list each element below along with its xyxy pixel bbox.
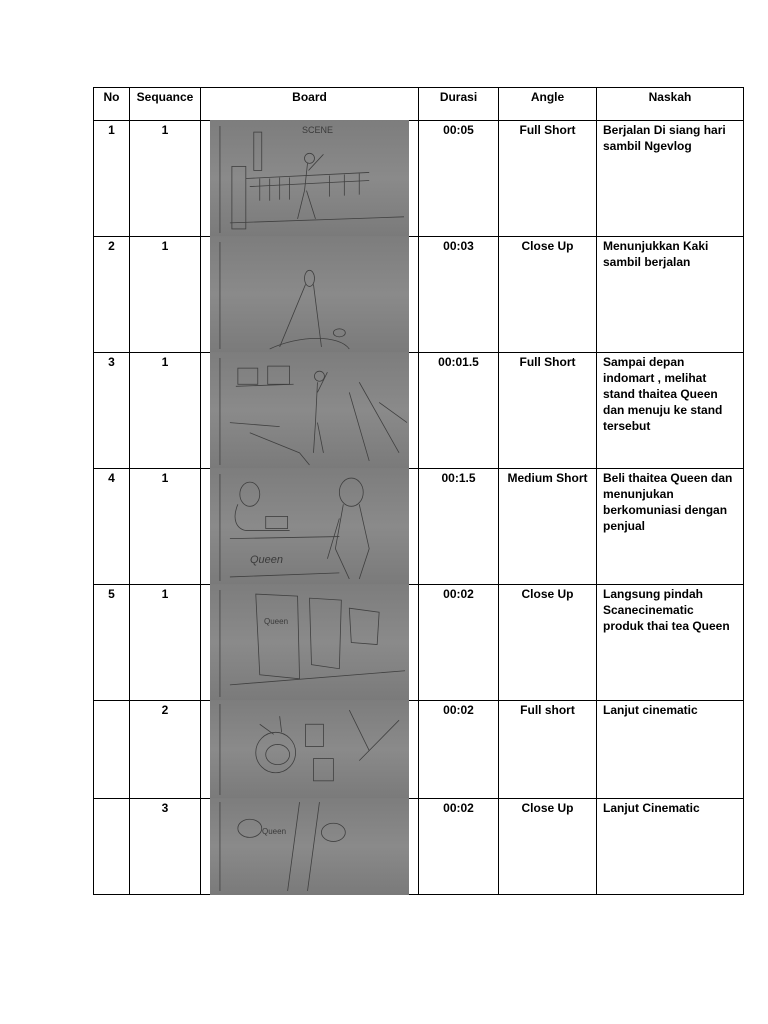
cell-board [201,469,419,585]
table-row [94,701,744,799]
cell-sequence: 1 [130,121,201,237]
cell-board [201,121,419,237]
storyboard-sketch [210,700,409,799]
table-row [94,237,744,353]
cell-script: Menunjukkan Kaki sambil berjalan [597,237,744,353]
storyboard-sketch [210,584,409,701]
header-board: Board [201,88,419,121]
cell-duration: 00:02 [419,701,499,799]
cell-duration: 00:01.5 [419,353,499,469]
cell-angle: Close Up [499,585,597,701]
cell-sequence: 1 [130,585,201,701]
cell-angle: Full Short [499,121,597,237]
header-no: No [94,88,130,121]
board-brand-label: Queen [250,554,284,566]
cell-script: Beli thaitea Queen dan menunjukan berkomuniasi dengan penjual [597,469,744,585]
table-row [94,353,744,469]
storyboard-sketch [210,352,409,469]
cell-sequence: 1 [130,469,201,585]
cell-sequence: 3 [130,799,201,895]
board-scene-label: SCENE [302,125,334,135]
board-brand-label: Queen [264,617,289,626]
cell-angle: Full short [499,701,597,799]
cell-sequence: 1 [130,353,201,469]
cell-board [201,799,419,895]
cell-angle: Full Short [499,353,597,469]
header-duration: Durasi [419,88,499,121]
table-row [94,799,744,895]
cell-no: 4 [94,469,130,585]
board-brand-label: Queen [262,827,287,836]
cell-duration: 00:03 [419,237,499,353]
cell-no [94,799,130,895]
cell-no: 2 [94,237,130,353]
cell-script: Lanjut cinematic [597,701,744,799]
table-row [94,469,744,585]
storyboard-sketch [210,120,409,237]
cell-duration: 00:02 [419,799,499,895]
cell-board [201,701,419,799]
header-script: Naskah [597,88,744,121]
cell-duration: 00:1.5 [419,469,499,585]
cell-no: 5 [94,585,130,701]
storyboard-sketch [210,798,409,895]
cell-board [201,585,419,701]
cell-script: Sampai depan indomart , melihat stand thaitea Queen dan menuju ke stand tersebut [597,353,744,469]
cell-script: Lanjut Cinematic [597,799,744,895]
storyboard-sketch [210,236,409,353]
storyboard-table [93,87,744,895]
table-row [94,585,744,701]
cell-script: Langsung pindah Scanecinematic produk thai tea Queen [597,585,744,701]
header-angle: Angle [499,88,597,121]
cell-angle: Close Up [499,799,597,895]
cell-sequence: 2 [130,701,201,799]
cell-board [201,237,419,353]
header-sequence: Sequance [130,88,201,121]
cell-no: 3 [94,353,130,469]
cell-script: Berjalan Di siang hari sambil Ngevlog [597,121,744,237]
header-row [94,88,744,121]
cell-sequence: 1 [130,237,201,353]
cell-board [201,353,419,469]
table-row [94,121,744,237]
cell-angle: Close Up [499,237,597,353]
cell-no: 1 [94,121,130,237]
cell-duration: 00:02 [419,585,499,701]
storyboard-sketch [210,468,409,585]
cell-no [94,701,130,799]
cell-duration: 00:05 [419,121,499,237]
cell-angle: Medium Short [499,469,597,585]
